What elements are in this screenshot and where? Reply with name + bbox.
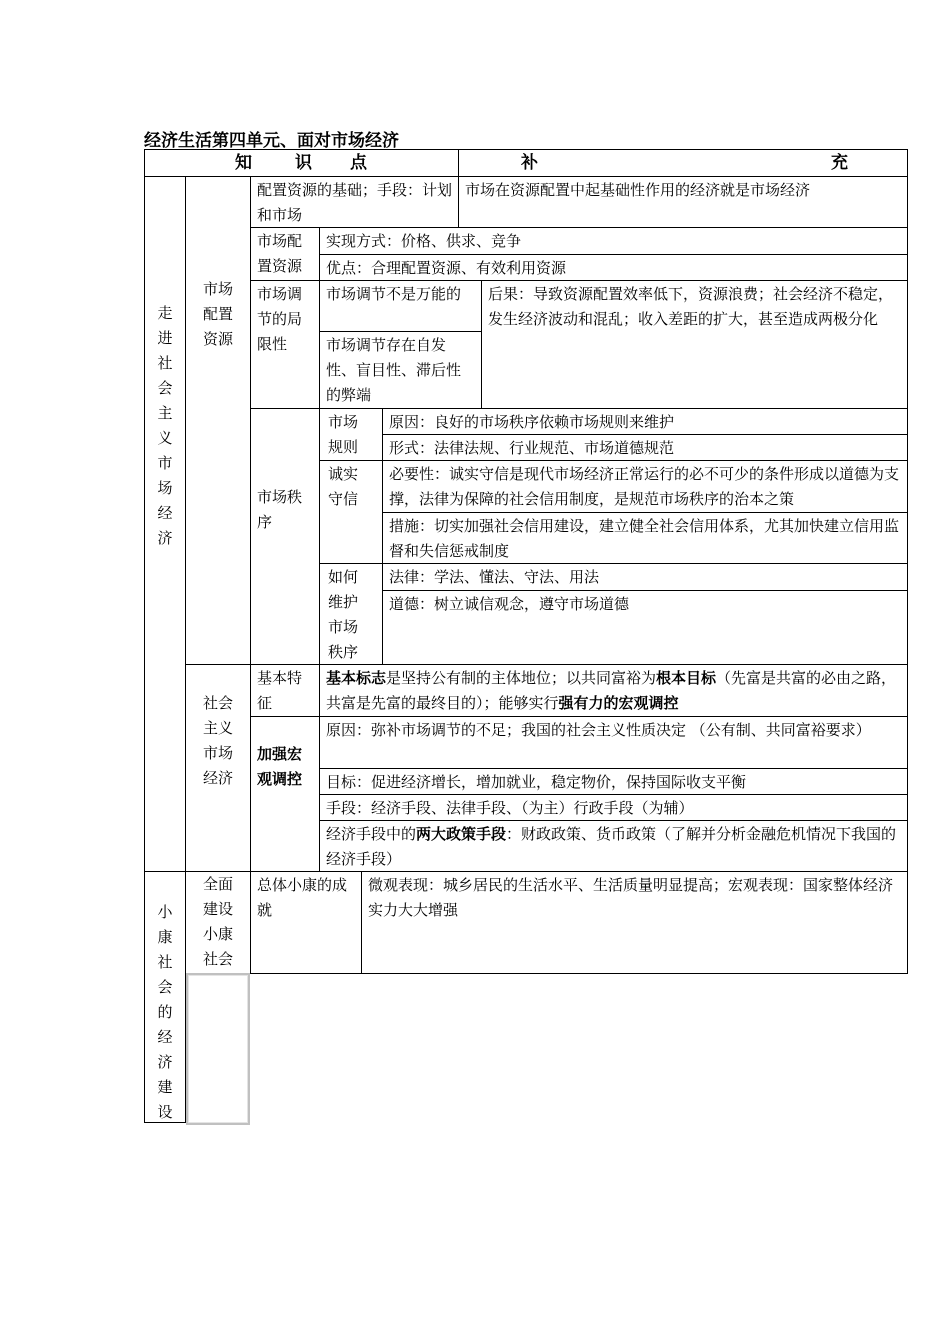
config-way: 实现方式：价格、供求、竞争 [319, 227, 908, 255]
rules-label: 市场规则 [319, 408, 383, 461]
honest-measure: 措施：切实加强社会信用建设，建立健全社会信用体系，尤其加快建立信用监督和失信惩戒制度 [382, 512, 908, 564]
achieve-label: 总体小康的成就 [250, 871, 362, 974]
section-label: 小康社会的经济建设 [144, 871, 186, 1123]
header-char: 补 [521, 153, 538, 173]
feature-label: 基本特征 [250, 664, 320, 717]
basis-cell: 配置资源的基础；手段：计划和市场 [250, 176, 459, 228]
feature-part: 是坚持公有制的主体地位；以共同富裕为 [386, 669, 657, 687]
macro-means: 手段：经济手段、法律手段、（为主）行政手段（为辅） [319, 794, 908, 821]
maintain-label: 如何维护市场秩序 [319, 563, 383, 665]
feature-key: 强有力的宏观调控 [558, 694, 679, 712]
header-char: 点 [350, 153, 367, 173]
policy-key: 两大政策手段 [416, 825, 507, 843]
honest-need: 必要性：诚实守信是现代市场经济正常运行的必不可少的条件形成以道德为支撑，法律为保障的社会信用制度，是规范市场秩序的治本之策 [382, 460, 908, 513]
header-char: 知 [235, 153, 252, 173]
order-label: 市场秩序 [250, 408, 320, 665]
macro-goal: 目标：促进经济增长，增加就业，稳定物价，保持国际收支平衡 [319, 768, 908, 795]
macro-label: 加强宏观调控 [250, 716, 320, 872]
header-knowledge [144, 149, 459, 177]
achieve-text: 微观表现：城乡居民的生活水平、生活质量明显提高；宏观表现：国家整体经济实力大大增强 [361, 871, 908, 974]
basis-note: 市场在资源配置中起基础性作用的经济就是市场经济 [458, 176, 908, 228]
section-label: 走进社会主义市场经济 [144, 176, 186, 872]
subsection-label: 全面建设小康社会 [185, 871, 251, 974]
limit-1: 市场调节不是万能的 [319, 280, 482, 332]
feature-part: （先富是共富的必由之路，共富是先富的最终目的）；能够实行 [326, 669, 897, 712]
rules-reason: 原因：良好的市场秩序依赖市场规则来维护 [382, 408, 908, 435]
policy-part: 经济手段中的 [326, 825, 417, 843]
page-title: 经济生活第四单元、面对市场经济 [144, 131, 399, 151]
config-label: 市场配置资源 [250, 227, 320, 281]
config-merit: 优点：合理配置资源、有效利用资源 [319, 254, 908, 281]
header-char: 充 [831, 153, 848, 173]
feature-key: 基本标志 [326, 669, 387, 687]
limit-2: 市场调节存在自发性、盲目性、滞后性的弊端 [319, 331, 482, 409]
feature-text [319, 664, 908, 717]
policy-part: ：财政政策、货币政策（了解并分析金融危机情况下我国的经济手段） [326, 825, 897, 868]
maintain-moral: 道德：树立诚信观念，遵守市场道德 [382, 590, 908, 665]
header-supplement [458, 149, 908, 177]
feature-key: 根本目标 [656, 669, 717, 687]
empty-cell [186, 973, 250, 1125]
header-char: 识 [295, 153, 312, 173]
subsection-label: 社会主义市场经济 [185, 664, 251, 872]
subsection-label: 市场配置资源 [185, 176, 251, 665]
macro-policy [319, 820, 908, 872]
limit-label: 市场调节的局限性 [250, 280, 320, 409]
macro-reason: 原因：弥补市场调节的不足；我国的社会主义性质决定 （公有制、共同富裕要求） [319, 716, 908, 769]
honest-label: 诚实守信 [319, 460, 383, 564]
rules-form: 形式：法律法规、行业规范、市场道德规范 [382, 434, 908, 461]
limit-consequence: 后果：导致资源配置效率低下，资源浪费；社会经济不稳定，发生经济波动和混乱；收入差距的扩大，甚至造成两极分化 [481, 280, 908, 409]
maintain-law: 法律：学法、懂法、守法、用法 [382, 563, 908, 591]
